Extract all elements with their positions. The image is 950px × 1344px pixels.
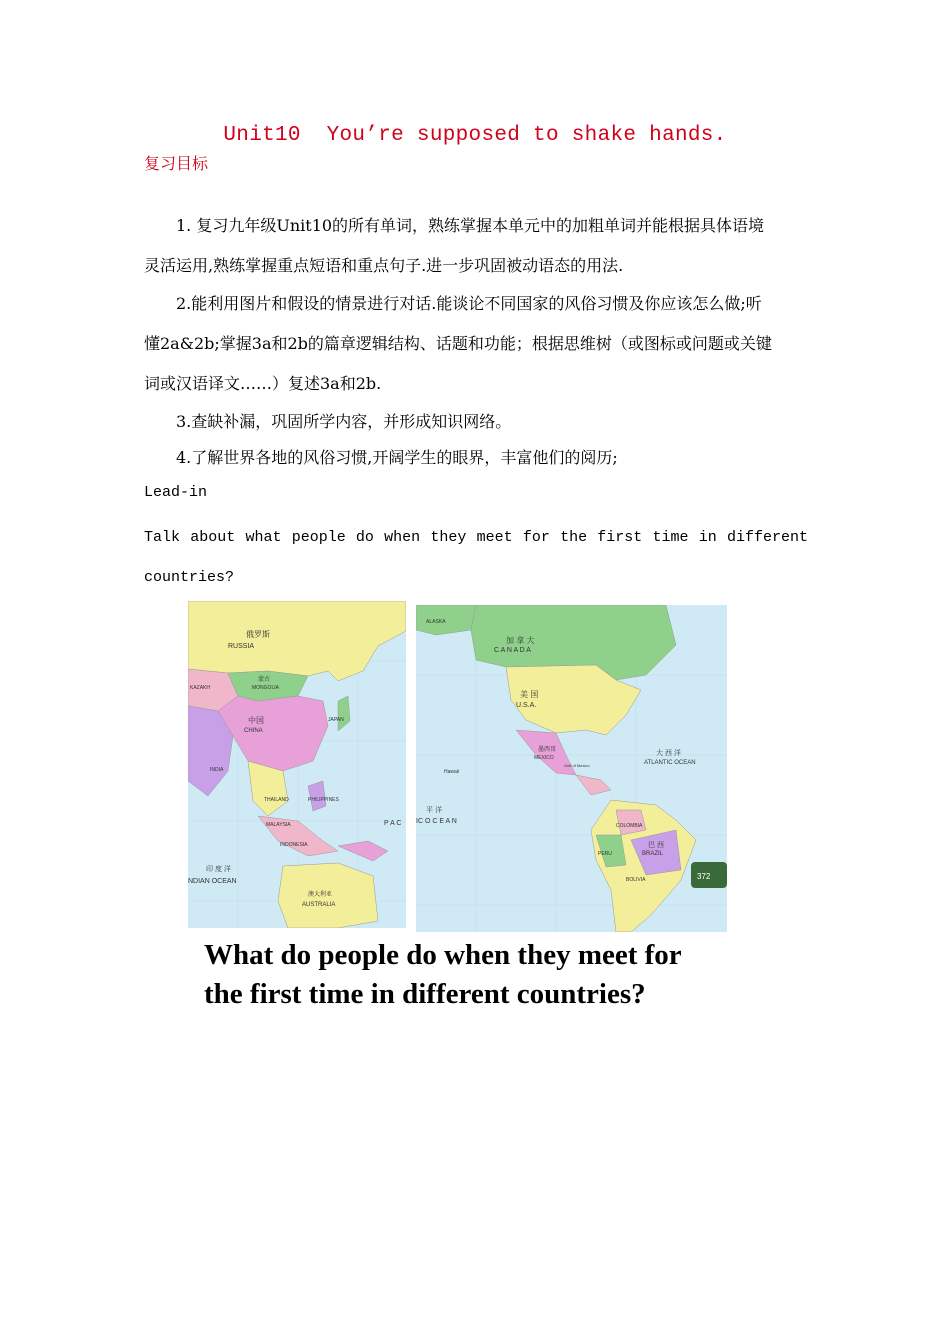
goal-4-line-1: 4.了解世界各地的风俗习惯,开阔学生的眼界，丰富他们的阅历;: [176, 448, 618, 467]
goal-3-line-1: 3.查缺补漏，巩固所学内容，并形成知识网络。: [176, 412, 512, 431]
label-russia-en: RUSSIA: [228, 643, 255, 650]
goal-1-line-2: 灵活运用,熟练掌握重点短语和重点句子.进一步巩固被动语态的用法.: [144, 256, 624, 275]
lead-in-line-2: countries?: [144, 569, 235, 586]
label-brazil-en: BRAZIL: [642, 851, 664, 857]
label-colombia: COLOMBIA: [616, 823, 643, 829]
label-gulf: Gulf of Mexico: [564, 763, 590, 768]
label-usa-cn: 美 国: [520, 690, 539, 699]
label-indian-ocean-en: NDIAN OCEAN: [188, 878, 237, 885]
label-australia-en: AUSTRALIA: [302, 902, 336, 908]
label-alaska: ALASKA: [426, 619, 446, 625]
asia-map-graphic: [188, 601, 406, 928]
label-thailand: THAILAND: [264, 797, 289, 803]
label-usa-en: U.S.A.: [516, 702, 537, 709]
label-india: INDIA: [210, 767, 224, 773]
label-kazakh: KAZAKH: [190, 685, 211, 691]
label-brazil-cn: 巴 西: [648, 842, 664, 849]
page-badge-text: 372: [697, 872, 711, 881]
label-canada-cn: 加 拿 大: [506, 636, 535, 645]
goal-1-line-1: 1. 复习九年级Unit10的所有单词，熟练掌握本单元中的加粗单词并能根据具体语境: [176, 216, 765, 235]
label-malaysia: MALAYSIA: [266, 822, 291, 828]
label-peru: PERU: [598, 851, 612, 857]
goal-3: [144, 402, 808, 442]
label-pacific-left: P A C: [384, 820, 402, 827]
label-philippines: PHILIPPINES: [308, 797, 339, 803]
label-atlantic-cn: 大 西 洋: [656, 750, 681, 757]
label-mexico-en: MEXICO: [534, 755, 554, 761]
label-mongolia-cn: 蒙古: [258, 677, 271, 683]
question-line-1: What do people do when they meet for: [204, 939, 682, 971]
goal-2-line-2: 懂2a&2b;掌握3a和2b的篇章逻辑结构、话题和功能；根据思维树（或图标或问题或关键: [144, 334, 772, 353]
goal-4: [144, 438, 808, 478]
label-pacific-en: IC O C E A N: [416, 818, 457, 825]
goal-2-line-1: 2.能利用图片和假设的情景进行对话.能谈论不同国家的风俗习惯及你应该怎么做;听: [176, 294, 762, 313]
lead-in-text: [144, 518, 808, 598]
americas-map-graphic: [416, 605, 727, 932]
label-pacific-cn: 平 洋: [426, 807, 442, 814]
label-mexico-cn: 墨西哥: [538, 747, 557, 753]
americas-map: [416, 605, 727, 932]
label-indian-ocean-cn: 印 度 洋: [206, 866, 231, 873]
label-mongolia-en: MONGOLIA: [252, 685, 279, 691]
goal-2-line-3: 词或汉语译文……）复述3a和2b.: [144, 374, 382, 393]
label-hawaii: Hawaii: [444, 769, 460, 775]
label-bolivia: BOLIVIA: [626, 877, 646, 883]
label-atlantic-en: ATLANTIC OCEAN: [644, 760, 696, 766]
goal-1: [144, 206, 808, 286]
review-goals-heading: 复习目标: [144, 154, 209, 173]
question-line-2: the first time in different countries?: [204, 978, 646, 1010]
lead-in-heading: Lead-in: [144, 484, 208, 501]
lead-in-line-1: Talk about what people do when they meet for the first time in different: [144, 529, 808, 546]
lead-in-question: [204, 936, 724, 1014]
label-australia-cn: 澳大利亚: [308, 892, 333, 898]
label-china-en: CHINA: [244, 728, 263, 734]
label-japan: JAPAN: [328, 717, 344, 723]
asia-map: [188, 601, 406, 928]
label-indonesia: INDONESIA: [280, 842, 308, 848]
label-russia-cn: 俄罗斯: [246, 630, 270, 639]
label-canada-en: C A N A D A: [494, 647, 531, 654]
document-title: Unit10 You’re supposed to shake hands.: [223, 124, 727, 147]
label-china-cn: 中国: [248, 716, 264, 725]
goal-2: [144, 284, 808, 404]
